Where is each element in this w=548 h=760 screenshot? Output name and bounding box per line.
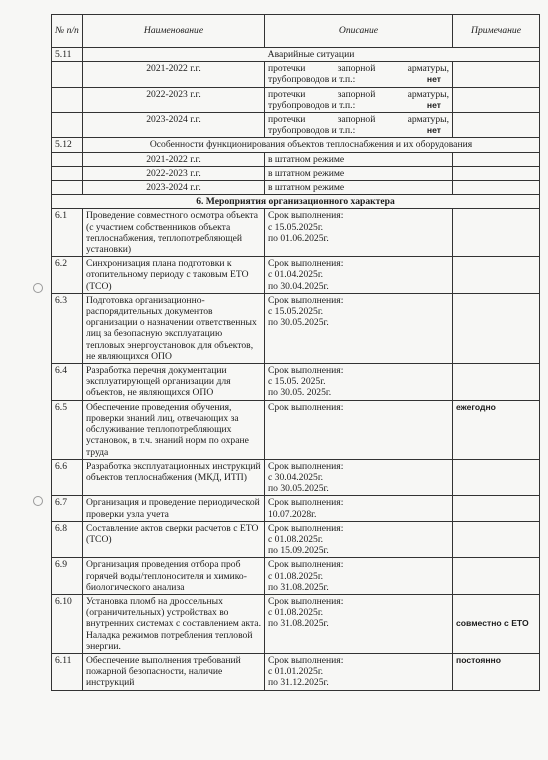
period-label: 2022-2023 г.г. [83,166,265,180]
measure-note: ежегодно [453,400,540,459]
col-name-header: Наименование [83,15,265,48]
deadline-line: с 01.08.2025г. [268,533,324,545]
deadline-line: по 31.08.2025г. [268,581,329,593]
table-row [52,521,540,558]
deadline-line: с 01.04.2025г. [268,269,324,281]
measure-name: Разработка эксплуатационных инструкций объектов теплоснабжения (МКД, ИТП) [83,459,265,496]
row-number: 6.8 [52,521,83,558]
deadline-line: по 30.04.2025г. [268,280,329,292]
measure-name: Подготовка организационно-распорядительных документов организации о назначении ответственных лиц за безопасную эксплуатацию тепловых энергоустановок для объектов, не являющихся ОПО [83,293,265,363]
period-label: 2023-2024 г.г. [83,113,265,138]
col-description-header: Описание [265,15,453,48]
deadline-line: с 01.08.2025г. [268,570,324,582]
deadline-line: Срок выполнения: [268,401,344,413]
deadline-line: по 15.09.2025г. [268,545,329,557]
table-header [52,15,540,48]
measure-name: Организация проведения отбора проб горячей воды/теплоносителя и химико-биологического анализа [83,558,265,595]
deadline-line: с 01.01.2025г. [268,666,324,678]
measure-note [453,521,540,558]
period-value: нет [426,125,441,136]
table-row [52,257,540,294]
row-number: 5.12 [52,138,83,152]
measure-name: Организация и проведение периодической проверки узла учета [83,496,265,521]
section-6-header [52,195,540,209]
measure-note [453,257,540,294]
row-number: 6.11 [52,653,83,690]
measure-name: Разработка перечня документации эксплуатирующей организации для объектов, не являющихся ОПО [83,364,265,401]
measure-name: Установка пломб на дроссельных (ограничительных) устройствах во внутренних системах с составлением акта. Наладка режимов потребления тепловой энергии. [83,594,265,653]
punch-hole-mark [33,283,43,293]
col-num-header: № п/п [52,15,83,48]
period-row [52,166,540,180]
measure-name: Синхронизация плана подготовки к отопительному периоду с таковым ЕТО (ТСО) [83,257,265,294]
deadline-line: Срок выполнения: [268,595,344,607]
row-number: 6.6 [52,459,83,496]
deadline-line: по 30.05. 2025г. [268,387,332,399]
measure-deadline [265,521,453,558]
period-description: в штатном режиме [265,166,453,180]
period-label: 2023-2024 г.г. [83,181,265,195]
measure-note [453,364,540,401]
plan-table [51,14,540,691]
document-page [51,14,539,691]
measure-deadline [265,653,453,690]
measure-deadline [265,558,453,595]
deadline-line: Срок выполнения: [268,497,344,509]
table-row [52,293,540,363]
table-row [52,364,540,401]
row-5-11 [52,48,540,62]
deadline-line: Срок выполнения: [268,559,344,571]
measure-note [453,209,540,257]
period-label: 2021-2022 г.г. [83,152,265,166]
measure-note [453,558,540,595]
row-number: 5.11 [52,48,83,62]
period-description: протечки запорной арматуры, трубопроводов и т.п.: нет [265,113,453,138]
period-label: 2022-2023 г.г. [83,87,265,112]
deadline-line: по 01.06.2025г. [268,232,329,244]
measure-name: Обеспечение проведения обучения, проверки знаний лиц, отвечающих за обслуживание теплопотребляющих установок, в т.ч. знаний норм по охране труда [83,400,265,459]
period-label: 2021-2022 г.г. [83,62,265,87]
deadline-line: Срок выполнения: [268,258,344,270]
table-row [52,459,540,496]
deadline-line: по 31.12.2025г. [268,677,329,689]
col-note-header: Примечание [453,15,540,48]
row-number: 6.10 [52,594,83,653]
measure-note [453,459,540,496]
deadline-line: с 15.05. 2025г. [268,376,326,388]
deadline-line: Срок выполнения: [268,460,344,472]
table-row [52,496,540,521]
measure-deadline [265,400,453,459]
measure-name: Составление актов сверки расчетов с ЕТО (ТСО) [83,521,265,558]
measure-deadline [265,459,453,496]
deadline-line: Срок выполнения: [268,365,344,377]
deadline-line: с 15.05.2025г. [268,221,324,233]
deadline-line: Срок выполнения: [268,522,344,534]
period-description: в штатном режиме [265,152,453,166]
deadline-line: с 15.05.2025г. [268,306,324,318]
punch-hole-mark [33,496,43,506]
deadline-line: с 01.08.2025г. [268,607,324,619]
deadline-line: 10.07.2028г. [268,508,317,520]
deadline-line: Срок выполнения: [268,210,344,222]
deadline-line: Срок выполнения: [268,294,344,306]
row-number: 6.5 [52,400,83,459]
period-row [52,152,540,166]
row-title: Аварийные ситуации [83,48,540,62]
measure-note [453,496,540,521]
period-value: нет [426,99,441,110]
period-value: нет [426,74,441,85]
period-description: протечки запорной арматуры, трубопроводов и т.п.: нет [265,87,453,112]
period-row [52,87,540,112]
row-number: 6.7 [52,496,83,521]
measure-deadline [265,293,453,363]
deadline-line: с 30.04.2025г. [268,471,324,483]
period-description: в штатном режиме [265,181,453,195]
deadline-line: Срок выполнения: [268,654,344,666]
period-description: протечки запорной арматуры, трубопроводов и т.п.: нет [265,62,453,87]
table-row [52,209,540,257]
measure-deadline [265,364,453,401]
measure-deadline [265,257,453,294]
period-row [52,181,540,195]
period-row [52,113,540,138]
table-row [52,653,540,690]
deadline-line: по 31.08.2025г. [268,618,329,630]
measure-deadline [265,496,453,521]
measure-name: Обеспечение выполнения требований пожарной безопасности, наличие инструкций [83,653,265,690]
measure-note: совместно с ЕТО [453,594,540,653]
row-title: Особенности функционирования объектов теплоснабжения и их оборудования [83,138,540,152]
row-5-12 [52,138,540,152]
table-row [52,558,540,595]
measure-deadline [265,209,453,257]
row-number: 6.2 [52,257,83,294]
row-number: 6.1 [52,209,83,257]
deadline-line: по 30.05.2025г. [268,317,329,329]
measure-deadline [265,594,453,653]
row-number: 6.9 [52,558,83,595]
row-number: 6.3 [52,293,83,363]
row-number: 6.4 [52,364,83,401]
deadline-line: по 30.05.2025г. [268,483,329,495]
table-row [52,400,540,459]
section-title: 6. Мероприятия организационного характера [52,195,540,209]
measure-note: постоянно [453,653,540,690]
measure-name: Проведение совместного осмотра объекта (с участием собственников объекта теплоснабжения, теплопотребляющей установки) [83,209,265,257]
period-row [52,62,540,87]
table-row [52,594,540,653]
measure-note [453,293,540,363]
